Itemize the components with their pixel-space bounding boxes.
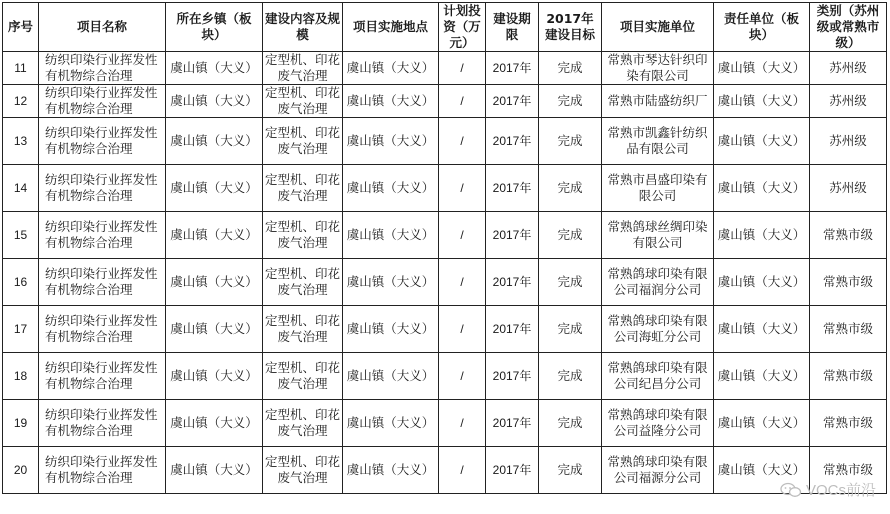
category-cell: 常熟市级 — [810, 259, 887, 306]
target-2017-cell: 完成 — [539, 447, 602, 494]
planned-investment-cell: / — [439, 447, 486, 494]
responsible-unit-cell: 虞山镇（大义） — [714, 447, 810, 494]
township-cell: 虞山镇（大义） — [166, 306, 263, 353]
row-number-cell: 15 — [3, 212, 39, 259]
table-row — [3, 306, 887, 353]
implementing-unit-cell: 常熟鸽球印染有限公司纪昌分公司 — [602, 353, 714, 400]
table-row — [3, 259, 887, 306]
project-name-cell: 纺织印染行业挥发性有机物综合治理 — [39, 447, 166, 494]
construction-content-cell: 定型机、印花废气治理 — [263, 306, 343, 353]
project-name-cell: 纺织印染行业挥发性有机物综合治理 — [39, 85, 166, 118]
watermark-text: VOCs前沿 — [805, 482, 876, 499]
row-number-cell: 16 — [3, 259, 39, 306]
table-row — [3, 52, 887, 85]
project-location-cell: 虞山镇（大义） — [343, 165, 439, 212]
planned-investment-cell: / — [439, 212, 486, 259]
category-cell: 苏州级 — [810, 165, 887, 212]
construction-period-cell: 2017年 — [486, 85, 539, 118]
construction-period-cell: 2017年 — [486, 212, 539, 259]
construction-content-cell: 定型机、印花废气治理 — [263, 447, 343, 494]
table-row — [3, 85, 887, 118]
target-2017-cell: 完成 — [539, 306, 602, 353]
row-number-cell: 13 — [3, 118, 39, 165]
target-2017-cell: 完成 — [539, 165, 602, 212]
planned-investment-cell: / — [439, 52, 486, 85]
project-name-cell: 纺织印染行业挥发性有机物综合治理 — [39, 259, 166, 306]
implementing-unit-cell: 常熟市陆盛纺织厂 — [602, 85, 714, 118]
responsible-unit-cell: 虞山镇（大义） — [714, 306, 810, 353]
township-cell: 虞山镇（大义） — [166, 400, 263, 447]
construction-period-cell: 2017年 — [486, 165, 539, 212]
project-name-cell: 纺织印染行业挥发性有机物综合治理 — [39, 212, 166, 259]
implementing-unit-cell: 常熟鸽球丝绸印染有限公司 — [602, 212, 714, 259]
planned-investment-cell: / — [439, 400, 486, 447]
construction-content-cell: 定型机、印花废气治理 — [263, 85, 343, 118]
responsible-unit-cell: 虞山镇（大义） — [714, 165, 810, 212]
table-row — [3, 353, 887, 400]
responsible-unit-cell: 虞山镇（大义） — [714, 353, 810, 400]
responsible-unit-cell: 虞山镇（大义） — [714, 52, 810, 85]
responsible-unit-cell: 虞山镇（大义） — [714, 259, 810, 306]
implementing-unit-cell: 常熟鸽球印染有限公司海虹分公司 — [602, 306, 714, 353]
header-cell: 项目名称 — [39, 3, 166, 52]
responsible-unit-cell: 虞山镇（大义） — [714, 85, 810, 118]
planned-investment-cell: / — [439, 306, 486, 353]
construction-period-cell: 2017年 — [486, 118, 539, 165]
category-cell: 常熟市级 — [810, 212, 887, 259]
project-location-cell: 虞山镇（大义） — [343, 353, 439, 400]
row-number-cell: 20 — [3, 447, 39, 494]
planned-investment-cell: / — [439, 259, 486, 306]
header-cell: 所在乡镇（板块） — [166, 3, 263, 52]
category-cell: 常熟市级 — [810, 353, 887, 400]
target-2017-cell: 完成 — [539, 353, 602, 400]
planned-investment-cell: / — [439, 118, 486, 165]
construction-content-cell: 定型机、印花废气治理 — [263, 259, 343, 306]
category-cell: 常熟市级 — [810, 447, 887, 494]
header-row — [3, 3, 887, 52]
table-row — [3, 118, 887, 165]
construction-content-cell: 定型机、印花废气治理 — [263, 52, 343, 85]
township-cell: 虞山镇（大义） — [166, 52, 263, 85]
row-number-cell: 18 — [3, 353, 39, 400]
table-row — [3, 400, 887, 447]
table-row — [3, 165, 887, 212]
township-cell: 虞山镇（大义） — [166, 165, 263, 212]
project-location-cell: 虞山镇（大义） — [343, 52, 439, 85]
table-row — [3, 447, 887, 494]
township-cell: 虞山镇（大义） — [166, 212, 263, 259]
project-location-cell: 虞山镇（大义） — [343, 259, 439, 306]
row-number-cell: 14 — [3, 165, 39, 212]
project-name-cell: 纺织印染行业挥发性有机物综合治理 — [39, 118, 166, 165]
implementing-unit-cell: 常熟鸽球印染有限公司福源分公司 — [602, 447, 714, 494]
project-location-cell: 虞山镇（大义） — [343, 85, 439, 118]
project-location-cell: 虞山镇（大义） — [343, 400, 439, 447]
implementing-unit-cell: 常熟市昌盛印染有限公司 — [602, 165, 714, 212]
target-2017-cell: 完成 — [539, 118, 602, 165]
header-cell: 类别（苏州级或常熟市级） — [810, 3, 887, 52]
category-cell: 苏州级 — [810, 85, 887, 118]
construction-content-cell: 定型机、印花废气治理 — [263, 353, 343, 400]
project-table — [2, 2, 887, 494]
row-number-cell: 17 — [3, 306, 39, 353]
row-number-cell: 11 — [3, 52, 39, 85]
category-cell: 苏州级 — [810, 52, 887, 85]
implementing-unit-cell: 常熟鸽球印染有限公司益隆分公司 — [602, 400, 714, 447]
project-location-cell: 虞山镇（大义） — [343, 447, 439, 494]
township-cell: 虞山镇（大义） — [166, 447, 263, 494]
category-cell: 常熟市级 — [810, 400, 887, 447]
project-name-cell: 纺织印染行业挥发性有机物综合治理 — [39, 306, 166, 353]
header-cell: 建设内容及规模 — [263, 3, 343, 52]
row-number-cell: 12 — [3, 85, 39, 118]
township-cell: 虞山镇（大义） — [166, 85, 263, 118]
implementing-unit-cell: 常熟鸽球印染有限公司福润分公司 — [602, 259, 714, 306]
row-number-cell: 19 — [3, 400, 39, 447]
planned-investment-cell: / — [439, 85, 486, 118]
responsible-unit-cell: 虞山镇（大义） — [714, 212, 810, 259]
project-location-cell: 虞山镇（大义） — [343, 212, 439, 259]
construction-period-cell: 2017年 — [486, 52, 539, 85]
project-location-cell: 虞山镇（大义） — [343, 118, 439, 165]
category-cell: 常熟市级 — [810, 306, 887, 353]
header-cell: 建设期限 — [486, 3, 539, 52]
planned-investment-cell: / — [439, 165, 486, 212]
header-cell: 计划投资（万元） — [439, 3, 486, 52]
target-2017-cell: 完成 — [539, 212, 602, 259]
construction-period-cell: 2017年 — [486, 259, 539, 306]
header-cell: 责任单位（板块） — [714, 3, 810, 52]
header-cell: 项目实施单位 — [602, 3, 714, 52]
construction-period-cell: 2017年 — [486, 447, 539, 494]
construction-content-cell: 定型机、印花废气治理 — [263, 165, 343, 212]
construction-content-cell: 定型机、印花废气治理 — [263, 118, 343, 165]
header-cell: 项目实施地点 — [343, 3, 439, 52]
township-cell: 虞山镇（大义） — [166, 118, 263, 165]
responsible-unit-cell: 虞山镇（大义） — [714, 400, 810, 447]
project-name-cell: 纺织印染行业挥发性有机物综合治理 — [39, 400, 166, 447]
implementing-unit-cell: 常熟市凯鑫针纺织品有限公司 — [602, 118, 714, 165]
target-2017-cell: 完成 — [539, 259, 602, 306]
construction-content-cell: 定型机、印花废气治理 — [263, 212, 343, 259]
project-name-cell: 纺织印染行业挥发性有机物综合治理 — [39, 165, 166, 212]
header-cell: 2017年建设目标 — [539, 3, 602, 52]
project-name-cell: 纺织印染行业挥发性有机物综合治理 — [39, 353, 166, 400]
construction-content-cell: 定型机、印花废气治理 — [263, 400, 343, 447]
responsible-unit-cell: 虞山镇（大义） — [714, 118, 810, 165]
table-row — [3, 212, 887, 259]
project-location-cell: 虞山镇（大义） — [343, 306, 439, 353]
category-cell: 苏州级 — [810, 118, 887, 165]
township-cell: 虞山镇（大义） — [166, 353, 263, 400]
target-2017-cell: 完成 — [539, 52, 602, 85]
construction-period-cell: 2017年 — [486, 306, 539, 353]
target-2017-cell: 完成 — [539, 400, 602, 447]
target-2017-cell: 完成 — [539, 85, 602, 118]
planned-investment-cell: / — [439, 353, 486, 400]
construction-period-cell: 2017年 — [486, 353, 539, 400]
project-name-cell: 纺织印染行业挥发性有机物综合治理 — [39, 52, 166, 85]
construction-period-cell: 2017年 — [486, 400, 539, 447]
implementing-unit-cell: 常熟市琴达针织印染有限公司 — [602, 52, 714, 85]
township-cell: 虞山镇（大义） — [166, 259, 263, 306]
header-cell: 序号 — [3, 3, 39, 52]
